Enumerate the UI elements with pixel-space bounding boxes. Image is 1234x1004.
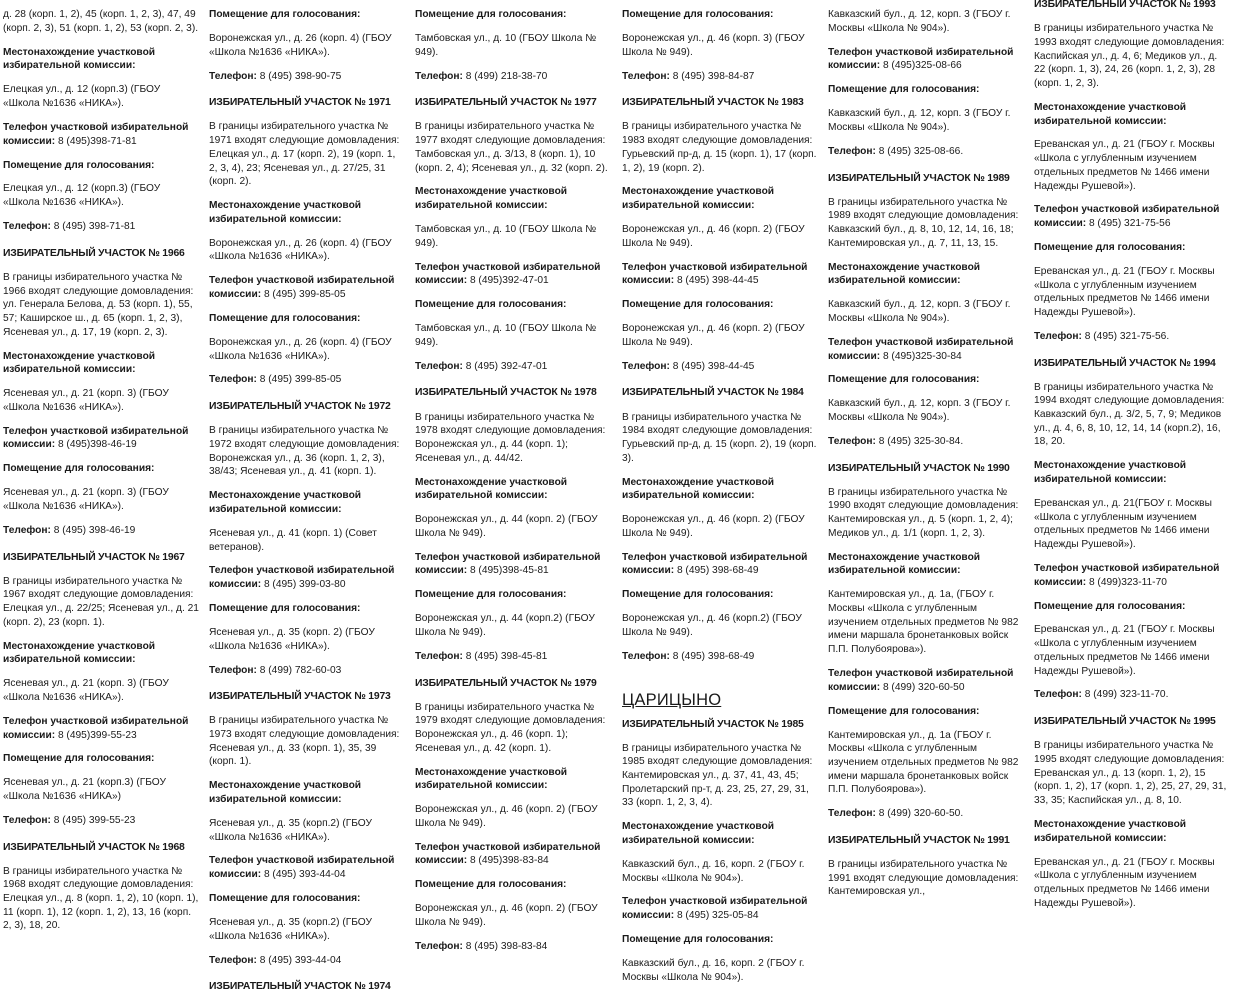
field-line — [622, 933, 818, 947]
field-value: 8 (495) 399-55-23 — [50, 814, 136, 826]
body-text: В границы избирательного участка № 1967 входят следующие домовладения: Елецкая ул., д. 22/25; Ясеневая ул., д. 21 (корп. 2), 23 (корп. 1). — [3, 575, 199, 628]
field-line — [415, 8, 611, 22]
field-line — [209, 70, 405, 84]
field-line — [1034, 818, 1230, 845]
body-text: В границы избирательного участка № 1978 входят следующие домовладения: Воронежская ул., д. 44 (корп. 1); Ясеневая ул., д. 44/42. — [415, 411, 606, 464]
field-value: 8 (495) 321-75-56. — [1081, 330, 1170, 342]
body-text: Воронежская ул., д. 46 (корп. 2) (ГБОУ Школа № 949). — [415, 903, 598, 928]
field-label: Местонахождение участковой избирательной комиссии: — [622, 821, 775, 846]
field-label: Телефон: — [415, 650, 463, 662]
body-text: Ясеневая ул., д. 21 (корп.3) (ГБОУ «Школа №1636 «НИКА») — [3, 777, 166, 802]
section-title: ИЗБИРАТЕЛЬНЫЙ УЧАСТОК № 1985 — [622, 718, 804, 730]
field-label: Местонахождение участковой избирательной комиссии: — [415, 186, 568, 212]
field-label: Телефон участковой избирательной комиссии: — [828, 46, 1014, 72]
field-line — [415, 185, 611, 212]
body-text: Воронежская ул., д. 46 (корп. 2) (ГБОУ Школа № 949). — [622, 514, 805, 539]
field-label: Помещение для голосования: — [209, 9, 361, 21]
field-label: Местонахождение участковой избирательной комиссии: — [3, 350, 156, 376]
field-label: Местонахождение участковой избирательной комиссии: — [3, 46, 156, 72]
body-text: В границы избирательного участка № 1984 входят следующие домовладения: Гурьевский пр-д, д. 15 (корп. 2), 19 (корп. 3). — [622, 411, 817, 464]
field-label: Помещение для голосования: — [415, 9, 567, 21]
field-value: 8 (499) 320-60-50. — [875, 808, 964, 820]
field-line — [209, 779, 405, 806]
field-label: Телефон участковой избирательной комиссии: — [415, 841, 601, 867]
section-title: ИЗБИРАТЕЛЬНЫЙ УЧАСТОК № 1989 — [828, 172, 1010, 184]
field-label: Помещение для голосования: — [1034, 600, 1186, 612]
body-text: Елецкая ул., д. 12 (корп.3) (ГБОУ «Школа №1636 «НИКА»). — [3, 84, 161, 110]
section-title: ИЗБИРАТЕЛЬНЫЙ УЧАСТОК № 1993 — [1034, 0, 1216, 10]
field-value: 8 (495)398-45-81 — [467, 565, 549, 577]
field-label: Телефон участковой избирательной комиссии: — [415, 551, 601, 577]
body-text: Тамбовская ул., д. 10 (ГБОУ Школа № 949). — [415, 323, 597, 348]
section-title: ИЗБИРАТЕЛЬНЫЙ УЧАСТОК № 1984 — [622, 387, 804, 399]
field-label: Помещение для голосования: — [622, 589, 774, 601]
field-line — [622, 650, 818, 664]
field-line — [1034, 600, 1230, 614]
body-text: В границы избирательного участка № 1985 входят следующие домовладения: Кантемировская ул., д. 37, 41, 43, 45; Пролетарский пр-т, д. 23, 25, 27, 29, 31, 33 (корп. 1, 2, 3, 4). — [622, 742, 813, 809]
field-label: Телефон участковой избирательной комиссии: — [3, 121, 189, 147]
field-label: Телефон: — [622, 650, 670, 662]
field-label: Местонахождение участковой избирательной комиссии: — [1034, 101, 1187, 127]
body-text: Воронежская ул., д. 46 (корп. 2) (ГБОУ Школа № 949). — [622, 323, 805, 348]
field-line — [3, 46, 199, 73]
field-label: Помещение для голосования: — [415, 299, 567, 311]
field-line — [209, 373, 405, 387]
body-text: Воронежская ул., д. 44 (корп. 2) (ГБОУ Школа № 949). — [415, 514, 598, 539]
body-text: Елецкая ул., д. 12 (корп.3) (ГБОУ «Школа №1636 «НИКА»). — [3, 183, 161, 209]
field-value: 8 (495)398-46-19 — [55, 439, 137, 451]
field-label: Местонахождение участковой избирательной комиссии: — [1034, 460, 1187, 486]
field-line — [622, 476, 818, 503]
field-label: Телефон: — [3, 814, 51, 826]
field-line — [209, 8, 405, 22]
field-value: 8 (499)323-11-70 — [1086, 576, 1167, 588]
field-line — [622, 8, 818, 22]
field-value: 8 (495) 398-71-81 — [50, 221, 136, 233]
field-label: Телефон участковой избирательной комиссии: — [622, 551, 808, 577]
body-text: д. 28 (корп. 1, 2), 45 (корп. 1, 2, 3), 47, 49 (корп. 2, 3), 51 (корп. 1, 2), 53 (корп. 2, 3). — [3, 9, 199, 34]
field-label: Помещение для голосования: — [3, 159, 155, 171]
field-value: 8 (495)398-71-81 — [55, 135, 137, 147]
field-label: Телефон: — [415, 70, 463, 82]
body-text: Ясеневая ул., д. 21 (корп. 3) (ГБОУ «Школа №1636 «НИКА»). — [3, 388, 169, 413]
section-title: ИЗБИРАТЕЛЬНЫЙ УЧАСТОК № 1995 — [1034, 716, 1216, 728]
column-1 — [3, 0, 199, 943]
section-title: ИЗБИРАТЕЛЬНЫЙ УЧАСТОК № 1967 — [3, 551, 185, 563]
field-line — [415, 940, 611, 954]
field-line — [415, 878, 611, 892]
field-label: Телефон: — [622, 360, 670, 372]
district-heading: ЦАРИЦЫНО — [622, 690, 722, 709]
field-label: Помещение для голосования: — [209, 312, 361, 324]
field-label: Местонахождение участковой избирательной комиссии: — [828, 551, 981, 577]
field-value: 8 (495) 399-03-80 — [261, 579, 346, 591]
field-label: Телефон участковой избирательной комиссии: — [415, 261, 601, 287]
section-title: ИЗБИРАТЕЛЬНЫЙ УЧАСТОК № 1974 — [209, 981, 391, 993]
field-line — [3, 814, 199, 828]
field-line — [3, 350, 199, 377]
field-label: Местонахождение участковой избирательной комиссии: — [1034, 818, 1187, 844]
field-label: Телефон участковой избирательной комиссии: — [828, 336, 1014, 362]
field-label: Помещение для голосования: — [415, 589, 567, 601]
field-label: Помещение для голосования: — [828, 705, 980, 717]
field-value: 8 (495)398-83-84 — [467, 855, 549, 867]
field-line — [622, 70, 818, 84]
field-value: 8 (495)325-30-84 — [880, 350, 962, 362]
field-line — [209, 274, 405, 301]
field-line — [209, 854, 405, 881]
body-text: Ясеневая ул., д. 41 (корп. 1) (Совет ветеранов). — [209, 527, 377, 553]
field-line — [828, 46, 1024, 73]
field-value: 8 (495) 321-75-56 — [1086, 218, 1171, 230]
field-label: Местонахождение участковой избирательной комиссии: — [622, 186, 775, 212]
section-title: ИЗБИРАТЕЛЬНЫЙ УЧАСТОК № 1979 — [415, 677, 597, 689]
field-line — [415, 70, 611, 84]
section-title: ИЗБИРАТЕЛЬНЫЙ УЧАСТОК № 1971 — [209, 97, 391, 109]
field-label: Телефон участковой избирательной комиссии: — [209, 565, 395, 591]
field-value: 8 (495) 398-46-19 — [50, 524, 136, 536]
field-value: 8 (495) 325-05-84 — [674, 910, 759, 922]
body-text: В границы избирательного участка № 1995 входят следующие домовладения: Ереванская ул., д. 13 (корп. 1, 2), 15 (корп. 1, 2), 17 (корп. 1, 2), 25, 27, 29, 31, 33, 35; Каспийская ул., д. 8, 10. — [1034, 740, 1227, 807]
field-label: Помещение для голосования: — [209, 603, 361, 615]
field-value: 8 (495) 398-83-84 — [462, 940, 548, 952]
field-label: Телефон участковой избирательной комиссии: — [828, 668, 1014, 693]
field-line — [1034, 330, 1230, 344]
field-line — [3, 425, 199, 452]
field-label: Телефон: — [415, 940, 463, 952]
field-value: 8 (495) 392-47-01 — [462, 360, 548, 372]
field-label: Помещение для голосования: — [209, 893, 361, 905]
field-line — [3, 715, 199, 742]
field-line — [828, 807, 1024, 821]
field-label: Телефон: — [3, 221, 51, 233]
section-title: ИЗБИРАТЕЛЬНЫЙ УЧАСТОК № 1968 — [3, 841, 185, 853]
field-line — [415, 588, 611, 602]
field-label: Местонахождение участковой избирательной комиссии: — [415, 476, 568, 502]
field-label: Телефон: — [3, 524, 51, 536]
body-text: Ереванская ул., д. 21 (ГБОУ г. Москвы «Школа с углубленным изучением отдельных предметов № 1466 имени Надежды Рушевой»). — [1034, 265, 1215, 318]
field-line — [622, 360, 818, 374]
field-line — [828, 145, 1024, 159]
body-text: Воронежская ул., д. 46 (корп. 3) (ГБОУ Школа № 949). — [622, 33, 805, 58]
body-text: Ясеневая ул., д. 35 (корп.2) (ГБОУ «Школа №1636 «НИКА»). — [209, 916, 372, 942]
body-text: Кавказский бул., д. 12, корп. 3 (ГБОУ г. Москвы «Школа № 904»). — [828, 299, 1011, 324]
field-line — [828, 705, 1024, 719]
field-label: Местонахождение участковой избирательной комиссии: — [622, 476, 775, 502]
body-text: Кантемировская ул., д. 1а (ГБОУ г. Москвы «Школа с углубленным изучением отдельных предметов № 982 имени маршала бронетанковых войск П.П. Полубоярова»). — [828, 729, 1019, 796]
field-value: 8 (495)392-47-01 — [467, 275, 549, 287]
field-label: Помещение для голосования: — [622, 934, 774, 946]
body-text: Ясеневая ул., д. 21 (корп. 3) (ГБОУ «Школа №1636 «НИКА»). — [3, 678, 169, 703]
body-text: В границы избирательного участка № 1990 входят следующие домовладения: Кантемировская ул., д. 5 (корп. 1, 2, 4); Медиков ул., д. 1/1 (корп. 1, 2, 3). — [828, 486, 1019, 539]
field-line — [209, 954, 405, 968]
field-label: Телефон: — [415, 360, 463, 372]
field-label: Помещение для голосования: — [415, 879, 567, 891]
section-title: ИЗБИРАТЕЛЬНЫЙ УЧАСТОК № 1977 — [415, 97, 597, 109]
field-line — [209, 564, 405, 591]
field-value: 8 (495) 399-85-05 — [261, 289, 346, 301]
field-line — [828, 336, 1024, 363]
body-text: Ереванская ул., д. 21(ГБОУ г. Москвы «Школа с углубленным изучением отдельных предметов № 1466 имени Надежды Рушевой»). — [1034, 497, 1212, 551]
field-label: Телефон участковой избирательной комиссии: — [209, 275, 395, 301]
body-text: Ереванская ул., д. 21 (ГБОУ г. Москвы «Школа с углубленным изучением отдельных предметов № 1466 имени Надежды Рушевой»). — [1034, 624, 1215, 677]
body-text: Ясеневая ул., д. 35 (корп. 2) (ГБОУ «Школа №1636 «НИКА»). — [209, 626, 375, 652]
field-value: 8 (499) 323-11-70. — [1081, 689, 1169, 701]
column-3 — [415, 0, 611, 964]
body-text: Воронежская ул., д. 46 (корп. 2) (ГБОУ Школа № 949). — [622, 224, 805, 249]
column-2 — [209, 0, 405, 1004]
body-text: Кавказский бул., д. 12, корп. 3 (ГБОУ г. Москвы «Школа № 904»). — [828, 108, 1011, 133]
body-text: Ереванская ул., д. 21 (ГБОУ г. Москвы «Школа с углубленным изучением отдельных предметов № 1466 имени Надежды Рушевой»). — [1034, 856, 1215, 909]
field-label: Телефон участковой избирательной комиссии: — [3, 715, 189, 741]
section-title: ИЗБИРАТЕЛЬНЫЙ УЧАСТОК № 1991 — [828, 834, 1010, 846]
field-value: 8 (499) 782-60-03 — [256, 664, 342, 676]
field-label: Помещение для голосования: — [622, 9, 774, 21]
field-label: Телефон: — [209, 664, 257, 676]
column-6 — [1034, 0, 1230, 921]
field-line — [828, 435, 1024, 449]
body-text: В границы избирательного участка № 1993 входят следующие домовладения: Каспийская ул., д. 4, 6; Медиков ул., д. 22 (корп. 1, 3), 24, 26 (корп. 1, 2, 3), 28 (корп. 1, 2, 3). — [1034, 23, 1225, 89]
section-title: ИЗБИРАТЕЛЬНЫЙ УЧАСТОК № 1983 — [622, 97, 804, 109]
field-line — [415, 551, 611, 578]
field-label: Телефон участковой избирательной комиссии: — [622, 896, 808, 922]
field-label: Телефон: — [828, 808, 876, 820]
field-label: Помещение для голосования: — [1034, 241, 1186, 253]
field-value: 8 (495) 398-84-87 — [669, 70, 755, 82]
field-value: 8 (495) 398-44-45 — [674, 275, 759, 287]
field-value: 8 (495) 325-30-84. — [875, 435, 964, 447]
field-label: Помещение для голосования: — [622, 299, 774, 311]
field-label: Помещение для голосования: — [3, 753, 155, 765]
field-label: Местонахождение участковой избирательной комиссии: — [828, 261, 981, 287]
body-text: Воронежская ул., д. 26 (корп. 4) (ГБОУ «Школа №1636 «НИКА»). — [209, 336, 392, 362]
field-label: Телефон: — [209, 954, 257, 966]
field-line — [828, 83, 1024, 97]
field-line — [3, 462, 199, 476]
field-value: 8 (495) 325-08-66. — [875, 145, 964, 157]
field-line — [3, 752, 199, 766]
field-line — [622, 895, 818, 922]
field-line — [828, 261, 1024, 288]
field-line — [828, 551, 1024, 578]
field-value: 8 (495) 398-68-49 — [669, 650, 755, 662]
field-line — [415, 261, 611, 288]
body-text: Воронежская ул., д. 26 (корп. 4) (ГБОУ «Школа №1636 «НИКА»). — [209, 237, 392, 263]
field-line — [1034, 241, 1230, 255]
body-text: В границы избирательного участка № 1966 входят следующие домовладения: ул. Генерала Белова, д. 53 (корп. 1), 55, 57; Каширское ш., д. 65 (корп. 1, 2, 3), Ясеневая ул., д. 17, 19 (корп. 2, 3). — [3, 271, 194, 338]
field-label: Местонахождение участковой избирательной комиссии: — [209, 490, 362, 515]
section-title: ИЗБИРАТЕЛЬНЫЙ УЧАСТОК № 1973 — [209, 691, 391, 703]
field-label: Местонахождение участковой избирательной комиссии: — [415, 766, 568, 792]
field-value: 8 (495) 398-45-81 — [462, 650, 548, 662]
field-line — [1034, 562, 1230, 589]
section-title: ИЗБИРАТЕЛЬНЫЙ УЧАСТОК № 1972 — [209, 401, 391, 413]
field-line — [1034, 688, 1230, 702]
field-line — [415, 476, 611, 503]
field-line — [1034, 203, 1230, 230]
column-4 — [622, 0, 818, 995]
field-line — [622, 588, 818, 602]
field-value: 8 (495) 398-90-75 — [256, 70, 342, 82]
section-title: ИЗБИРАТЕЛЬНЫЙ УЧАСТОК № 1994 — [1034, 357, 1216, 369]
body-text: Воронежская ул., д. 46 (корп. 2) (ГБОУ Школа № 949). — [415, 804, 598, 829]
field-line — [828, 667, 1024, 694]
body-text: Воронежская ул., д. 46 (корп.2) (ГБОУ Школа № 949). — [622, 613, 802, 638]
body-text: В границы избирательного участка № 1989 входят следующие домовладения: Кавказский бул., д. 8, 10, 12, 14, 16, 18; Кантемировская ул., д. 7, 11, 13, 15. — [828, 196, 1019, 249]
field-line — [3, 640, 199, 667]
field-label: Помещение для голосования: — [828, 84, 980, 96]
field-value: 8 (499) 218-38-70 — [462, 70, 548, 82]
field-line — [622, 185, 818, 212]
field-label: Местонахождение участковой избирательной комиссии: — [3, 640, 156, 666]
field-line — [622, 261, 818, 288]
field-value: 8 (495) 393-44-04 — [256, 954, 342, 966]
field-line — [3, 220, 199, 234]
field-line — [209, 602, 405, 616]
body-text: В границы избирательного участка № 1971 входят следующие домовладения: Елецкая ул., д. 17 (корп. 2), 19 (корп. 1, 2, 3, 4), 23; Ясеневая ул., д. 27/25, 31 (корп. 2). — [209, 121, 400, 188]
field-line — [3, 524, 199, 538]
column-5 — [828, 0, 1024, 909]
field-label: Телефон: — [1034, 330, 1082, 342]
field-line — [209, 312, 405, 326]
field-label: Телефон: — [1034, 689, 1082, 701]
section-title: ИЗБИРАТЕЛЬНЫЙ УЧАСТОК № 1990 — [828, 462, 1010, 474]
field-line — [622, 298, 818, 312]
field-label: Телефон: — [828, 145, 876, 157]
body-text: В границы избирательного участка № 1968 входят следующие домовладения: Елецкая ул., д. 8 (корп. 1, 2), 10 (корп. 1), 11 (корп. 1), 12 (корп. 1, 2), 13, 16 (корп. 2, 3), 18, 20. — [3, 865, 199, 932]
field-label: Телефон участковой избирательной комиссии: — [209, 855, 395, 881]
field-label: Телефон участковой избирательной комиссии: — [622, 261, 808, 287]
field-value: 8 (499) 320-60-50 — [880, 681, 965, 693]
field-line — [415, 650, 611, 664]
body-text: Кавказский бул., д. 16, корп. 2 (ГБОУ г. Москвы «Школа № 904»). — [622, 858, 805, 884]
field-label: Телефон участковой избирательной комиссии: — [1034, 562, 1220, 588]
body-text: Кавказский бул., д. 12, корп. 3 (ГБОУ г. Москвы «Школа № 904»). — [828, 9, 1011, 34]
field-line — [3, 159, 199, 173]
field-line — [1034, 101, 1230, 128]
body-text: Кантемировская ул., д. 1а, (ГБОУ г. Москвы «Школа с углубленным изучением отдельных предметов № 982 имени маршала бронетанковых войск П.П. Полубоярова»). — [828, 589, 1019, 656]
section-title: ИЗБИРАТЕЛЬНЫЙ УЧАСТОК № 1966 — [3, 247, 185, 259]
field-value: 8 (495) 393-44-04 — [261, 869, 346, 881]
body-text: Кавказский бул., д. 16, корп. 2 (ГБОУ г. Москвы «Школа № 904»). — [622, 957, 805, 983]
body-text: Тамбовская ул., д. 10 (ГБОУ Школа № 949). — [415, 33, 597, 58]
field-line — [209, 489, 405, 516]
body-text: В границы избирательного участка № 1977 входят следующие домовладения: Тамбовская ул., д. 3/13, 8 (корп. 1), 10 (корп. 2, 4); Ясеневая ул., д. 32 (корп. 2). — [415, 121, 608, 174]
field-line — [209, 664, 405, 678]
body-text: Ясеневая ул., д. 21 (корп. 3) (ГБОУ «Школа №1636 «НИКА»). — [3, 487, 169, 512]
field-label: Телефон: — [828, 435, 876, 447]
field-line — [3, 121, 199, 148]
field-line — [828, 373, 1024, 387]
field-line — [209, 199, 405, 226]
section-title: ИЗБИРАТЕЛЬНЫЙ УЧАСТОК № 1978 — [415, 387, 597, 399]
field-label: Помещение для голосования: — [828, 374, 980, 386]
field-line — [415, 841, 611, 868]
field-line — [209, 892, 405, 906]
field-label: Местонахождение участковой избирательной комиссии: — [209, 780, 362, 805]
body-text: Ясеневая ул., д. 35 (корп.2) (ГБОУ «Школа №1636 «НИКА»). — [209, 817, 372, 843]
field-line — [415, 766, 611, 793]
body-text: В границы избирательного участка № 1983 входят следующие домовладения: Гурьевский пр-д, д. 15 (корп. 1), 17 (корп. 1, 2), 19 (корп. 2). — [622, 121, 817, 174]
field-label: Телефон: — [209, 374, 257, 386]
body-text: В границы избирательного участка № 1979 входят следующие домовладения: Воронежская ул., д. 46 (корп. 1); Ясеневая ул., д. 42 (корп. 1). — [415, 701, 606, 754]
field-line — [415, 360, 611, 374]
field-label: Телефон: — [209, 70, 257, 82]
body-text: В границы избирательного участка № 1991 входят следующие домовладения: Кантемировская ул., — [828, 859, 1019, 898]
body-text: Воронежская ул., д. 26 (корп. 4) (ГБОУ «Школа №1636 «НИКА»). — [209, 33, 392, 58]
field-label: Местонахождение участковой избирательной комиссии: — [209, 200, 362, 225]
body-text: В границы избирательного участка № 1994 входят следующие домовладения: Кавказский бул., д. 3/2, 5, 7, 9; Медиков ул., д. 4, 6, 8, 10, 12, 14, 14 (корп.2), 16, 18, 20. — [1034, 381, 1225, 448]
field-value: 8 (495) 398-68-49 — [674, 565, 759, 577]
body-text: Воронежская ул., д. 44 (корп.2) (ГБОУ Школа № 949). — [415, 613, 595, 638]
field-line — [622, 820, 818, 847]
body-text: В границы избирательного участка № 1973 входят следующие домовладения: Ясеневая ул., д. 33 (корп. 1), 35, 39 (корп. 1). — [209, 715, 400, 768]
body-text: Ереванская ул., д. 21 (ГБОУ г. Москвы «Школа с углубленным изучением отдельных предметов № 1466 имени Надежды Рушевой»). — [1034, 139, 1215, 192]
field-label: Помещение для голосования: — [3, 463, 155, 475]
body-text: В границы избирательного участка № 1972 входят следующие домовладения: Воронежская ул., д. 36 (корп. 1, 2, 3), 38/43; Ясеневая ул., д. 41 (корп. 1). — [209, 425, 400, 478]
field-value: 8 (495)399-55-23 — [55, 729, 137, 741]
field-line — [1034, 459, 1230, 486]
field-label: Телефон: — [622, 70, 670, 82]
field-line — [622, 551, 818, 578]
body-text: Кавказский бул., д. 12, корп. 3 (ГБОУ г. Москвы «Школа № 904»). — [828, 398, 1011, 424]
field-line — [415, 298, 611, 312]
field-value: 8 (495) 399-85-05 — [256, 374, 342, 386]
field-value: 8 (495)325-08-66 — [880, 60, 962, 72]
field-label: Телефон участковой избирательной комиссии: — [1034, 204, 1220, 230]
field-value: 8 (495) 398-44-45 — [669, 360, 755, 372]
body-text: Тамбовская ул., д. 10 (ГБОУ Школа № 949). — [415, 224, 597, 249]
field-label: Телефон участковой избирательной комиссии: — [3, 425, 189, 451]
